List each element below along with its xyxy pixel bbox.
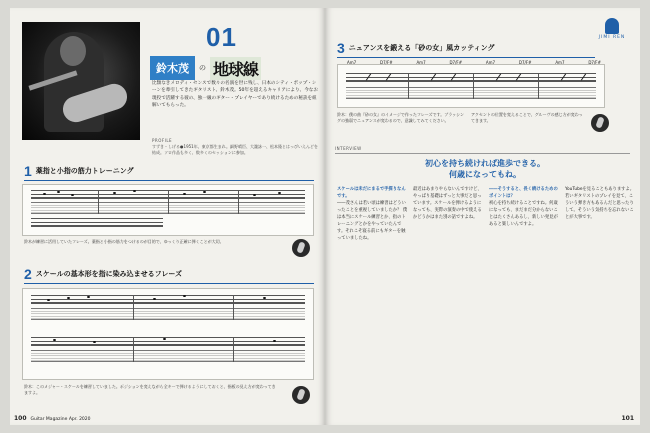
chord-symbol: D7/F# (588, 60, 601, 65)
section-3-title: ニュアンスを鍛える「砂の女」風カッティング (348, 44, 495, 52)
section-2-notation (22, 288, 314, 380)
chord-symbol: D7/F# (380, 60, 393, 65)
right-page (325, 8, 640, 425)
series-logo (592, 18, 632, 40)
article-title (150, 56, 318, 80)
text-column-4 (565, 186, 637, 221)
headline-line-2: 何歳になってもね。 (449, 170, 521, 179)
pick-icon-3 (591, 114, 609, 132)
page-footer-left (14, 415, 91, 422)
pick-icon (292, 239, 310, 257)
chord-symbol: Am7 (416, 60, 426, 65)
column-body: 初心を持ち続けることですね。何歳になっても、まだまだ分からないことはたくさんあるし、新しい発見があると楽しいんですよ。 (489, 201, 558, 227)
title-main: 地球線 (210, 57, 261, 80)
section-2-number: 2 (24, 266, 32, 282)
section-1-number: 1 (24, 163, 32, 179)
profile-text: すずき・しげる●1951年、東京都生まれ。細野晴臣、大瀧詠一、松本隆とはっぴいえんどを結成。ソロ作品も多く、数多くのセッションに参加。 (152, 144, 318, 156)
section-2-header (24, 266, 182, 282)
column-question: スケールは未だにまるで手探りなんです。 (337, 187, 406, 199)
column-question: ――そうすると、長く続けるためのポイントは？ (489, 187, 558, 199)
section-divider (335, 153, 630, 154)
chord-symbol: Am7 (347, 60, 357, 65)
title-particle: の (199, 64, 206, 72)
lead-text: 比類なきメロディ・センスで数々の名演を世に残し、日本のシティ・ポップ・シーンを牽引してきたギタリスト、鈴木茂。50年を超えるキャリアにより、今なお現役で活躍する彼の、独一級のギター・プレイヤーであり続けるための秘訣を紐解いてもらった。 (152, 81, 318, 108)
chord-symbol: D7/F# (518, 60, 532, 65)
section-3-rule (337, 57, 595, 58)
section-3-notation (337, 64, 605, 108)
artist-photo (22, 22, 140, 140)
guitarist-figure-icon (605, 18, 619, 34)
column-body: ――茂さんは若い頃は練習はどういったことを重視していましたか？ 僕は本当にスケール練習とか、指のトレーニングとかをやっていたんです。それこそ寝る前にもギターを触っていましたね。 (337, 201, 408, 241)
section-3-caption-right: アクセントの位置を変えることで、グルーヴの感じ方が変わってきます。 (471, 112, 583, 123)
section-3-caption-left: 鈴木：僕の曲『砂の女』のイメージで作ったフレーズです。ブラッシングの強弱でニュアンスが変わるので、意識してみてください。 (337, 112, 465, 123)
section-1-notation (22, 184, 314, 236)
episode-number: 01 (206, 22, 237, 52)
page-number-left: 100 (14, 415, 27, 422)
magazine-spread (10, 8, 640, 425)
column-body: YouTubeを見ることもありますよ。若いギタリストのプレイを見て、こういう弾き方もあるんだと思ったりして。そういう気持ちを忘れないことが大事です。 (565, 187, 635, 220)
headline-line-1: 初心を持ち続ければ進歩できる。 (425, 159, 545, 168)
profile-label: PROFILE (152, 138, 173, 143)
chord-symbol: Am7 (555, 60, 565, 65)
section-2-caption: 鈴木：このメジャー・スケールを練習していました。ポジションを変えながら全キーで弾けるようにしておくと、指板の見え方が変わってきますよ。 (24, 384, 276, 395)
chord-symbols (347, 60, 601, 65)
series-logo-text: JIMI REN (598, 35, 626, 40)
page-number-right: 101 (621, 415, 634, 422)
interview-headline (385, 158, 585, 180)
section-2-rule (24, 283, 314, 284)
text-column-2 (413, 186, 485, 221)
left-page (10, 8, 325, 425)
column-body: 最近はあまりやらないんですけど、やっぱり基礎はずっと大事だと思っています。スケールを弾けるようになっても、実際の演奏の中で使えるかどうかはまた別の話ですよね。 (413, 187, 482, 220)
chord-symbol: Am7 (485, 60, 496, 65)
text-column-3 (489, 186, 561, 228)
section-3-number: 3 (337, 40, 345, 56)
chord-symbol: D7/F# (449, 60, 463, 65)
section-1-title: 薬指と小指の筋力トレーニング (35, 167, 134, 175)
section-2-title: スケールの基本形を指に染み込ませるフレーズ (35, 270, 183, 278)
section-1-caption: 鈴木が練習に活用していたフレーズ。薬指と小指の筋力をつけるのが目的で、ゆっくり正確に弾くことが大切。 (24, 239, 224, 244)
text-column-1 (337, 186, 409, 242)
magazine-name: Guitar Magazine Apr. 2020 (30, 417, 91, 422)
section-1-header (24, 163, 134, 179)
section-3-header (337, 40, 495, 56)
section-1-rule (24, 180, 314, 181)
pick-icon-2 (292, 386, 310, 404)
artist-name: 鈴木茂 (150, 56, 195, 80)
interview-label: INTERVIEW (335, 146, 362, 151)
